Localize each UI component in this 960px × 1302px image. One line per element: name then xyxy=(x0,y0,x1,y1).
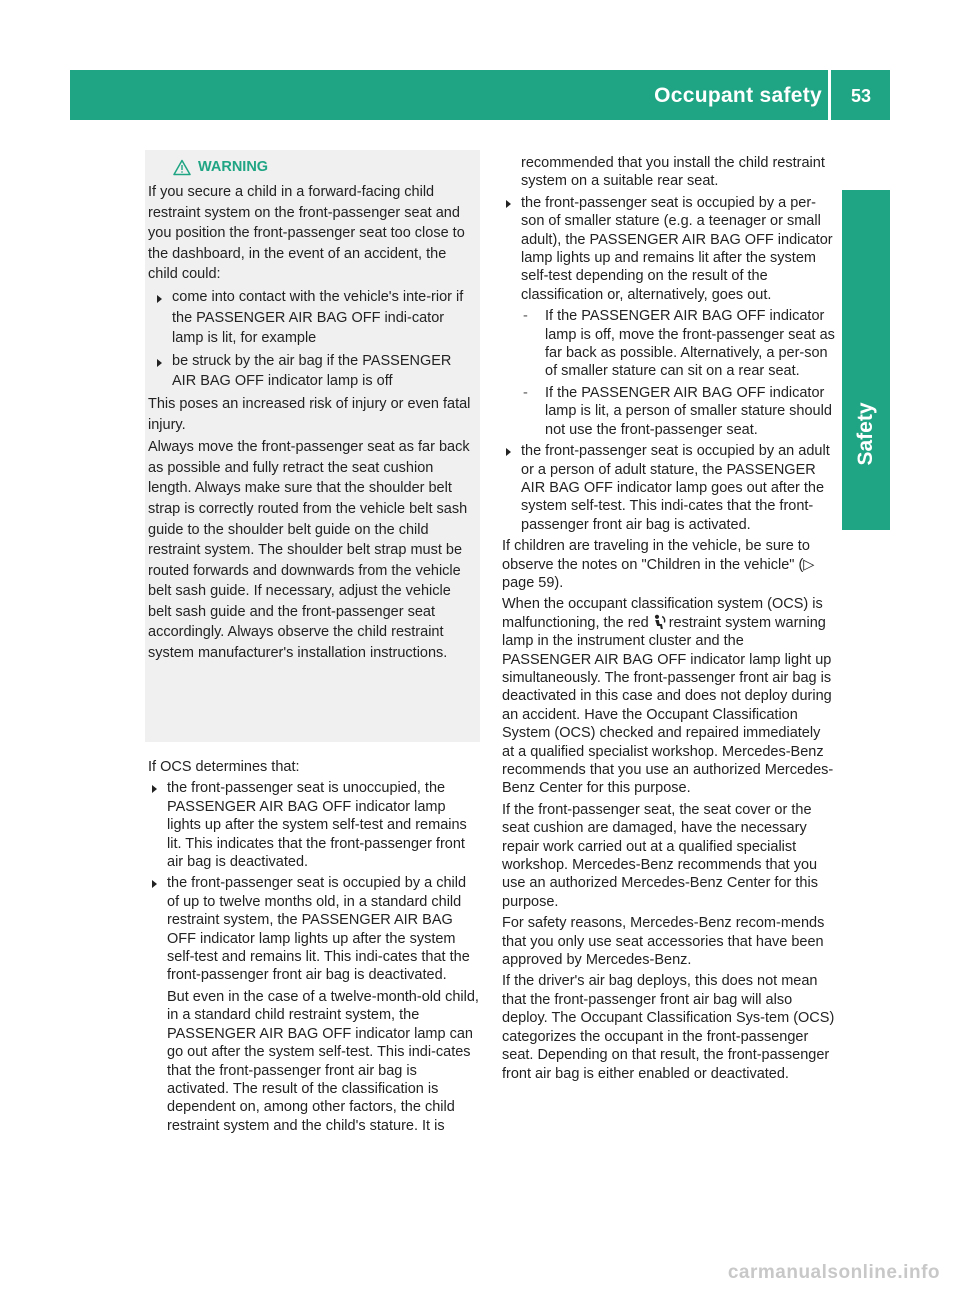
malfunction-text: When the occupant classification system (OCS) is malfunctioning, the red xyxy=(502,596,823,631)
left-column xyxy=(148,758,482,1135)
list-item-continuation: But even in the case of a twelve-month-old child, in a standard child restraint system, the PASSENGER AIR BAG OFF indicator lamp can go out after the system self-test. This indi-cates that the front-passenger front air bag is activated. The result of the classification is dependent on, among other factors, the child restraint system and the child's stature. It is xyxy=(167,988,479,1134)
header-divider xyxy=(828,70,831,120)
warning-bullet: come into contact with the vehicle's inte-rior if the PASSENGER AIR BAG OFF indi-cator lamp is lit, for example xyxy=(148,287,475,349)
warning-box xyxy=(145,150,480,742)
ocs-intro: If OCS determines that: xyxy=(148,759,300,775)
restraint-system-warning-icon xyxy=(652,614,666,630)
list-item: the front-passenger seat is unoccupied, the PASSENGER AIR BAG OFF indicator lamp lights up after the system self-test and remains lit. This indicates that the front-passenger front air bag is deactivated. xyxy=(148,779,482,871)
warning-risk: This poses an increased risk of injury or even fatal injury. xyxy=(148,395,471,433)
page-title: Occupant safety xyxy=(654,84,822,107)
warning-title: WARNING xyxy=(198,159,269,175)
right-column xyxy=(502,154,836,1083)
children-note xyxy=(502,537,836,592)
sub-list-item: - If the PASSENGER AIR BAG OFF indicator lamp is lit, a person of smaller stature should not use the front-passenger seat. xyxy=(502,384,836,439)
warning-intro: If you secure a child in a forward-facing child restraint system on the front-passenger seat and you position the front-passenger seat too close to the dashboard, in the event of an accident, the child could: xyxy=(148,184,465,283)
list-item: the front-passenger seat is occupied by an adult or a person of adult stature, the PASSENGER AIR BAG OFF indicator lamp goes out after the system self-test. This indi-cates that the front-passenger front air bag is activated. xyxy=(502,442,836,534)
damage-paragraph: If the front-passenger seat, the seat cover or the seat cushion are damaged, have the necessary repair work carried out at a qualified specialist workshop. Mercedes-Benz recommends that you use an authorized Mercedes-Benz Center for this purpose. xyxy=(502,801,818,910)
sub-list-item: - If the PASSENGER AIR BAG OFF indicator lamp is off, move the front-passenger seat as far back as possible. Alternatively, a per-son of smaller stature can sit on a rear seat. xyxy=(502,307,836,381)
list-item: the front-passenger seat is occupied by a child of up to twelve months old, in a standard child restraint system, the PASSENGER AIR BAG OFF indicator lamp lights up after the system self-test and remains lit. This indi-cates that the front-passenger front air bag is deactivated. xyxy=(148,874,482,984)
accessories-paragraph: For safety reasons, Mercedes-Benz recom-mends that you only use seat accessories that have been approved by Mercedes-Benz. xyxy=(502,915,825,969)
warning-bullet: be struck by the air bag if the PASSENGER AIR BAG OFF indicator lamp is off xyxy=(148,351,475,392)
children-note-text: If children are traveling in the vehicle, be sure to observe the notes on "Children in the vehicle" xyxy=(502,538,810,573)
watermark: carmanualsonline.info xyxy=(727,1262,940,1283)
list-item: the front-passenger seat is occupied by a per-son of smaller stature (e.g. a teenager or small adult), the PASSENGER AIR BAG OFF indicator lamp lights up and remains lit after the system self-test depending on the result of the classification or, alternatively, goes out. xyxy=(502,194,836,304)
section-tab xyxy=(842,190,890,530)
section-tab-label: Safety xyxy=(854,402,877,466)
page-number: 53 xyxy=(850,86,872,106)
warning-triangle-icon xyxy=(173,159,191,176)
warning-heading xyxy=(173,156,475,178)
page-reference-link[interactable]: (▷ page 59). xyxy=(502,556,815,591)
malfunction-paragraph xyxy=(502,595,836,797)
list-item-continuation: recommended that you install the child restraint system on a suitable rear seat. xyxy=(521,155,825,190)
driver-airbag-paragraph: If the driver's air bag deploys, this does not mean that the front-passenger front air bag will also deploy. The Occupant Classification Sys-tem (OCS) categorizes the occupant in the front-passenger seat. Depending on that result, the front-passenger front air bag is either enabled or deactivated. xyxy=(502,973,835,1082)
warning-advice: Always move the front-passenger seat as far back as possible and fully retract the seat cushion length. Always make sure that the shoulder belt strap is correctly routed from the vehicle belt sash guide to the shoulder belt guide on the child restraint system. The shoulder belt strap must be routed forwards and downwards from the vehicle belt sash guide. If necessary, adjust the vehicle belt sash guide and the front-passenger seat accordingly. Always observe the child restraint system manufacturer's installation instructions. xyxy=(148,439,470,662)
malfunction-text: restraint system warning lamp in the instrument cluster and the PASSENGER AIR BAG OFF indicator lamp light up simultaneously. The front-passenger front air bag is deactivated in this case and does not deploy during an accident. Have the Occupant Classification System (OCS) checked and repaired immediately at a qualified specialist workshop. Mercedes-Benz recommends that you use an authorized Mercedes-Benz Center for this purpose. xyxy=(502,614,834,797)
